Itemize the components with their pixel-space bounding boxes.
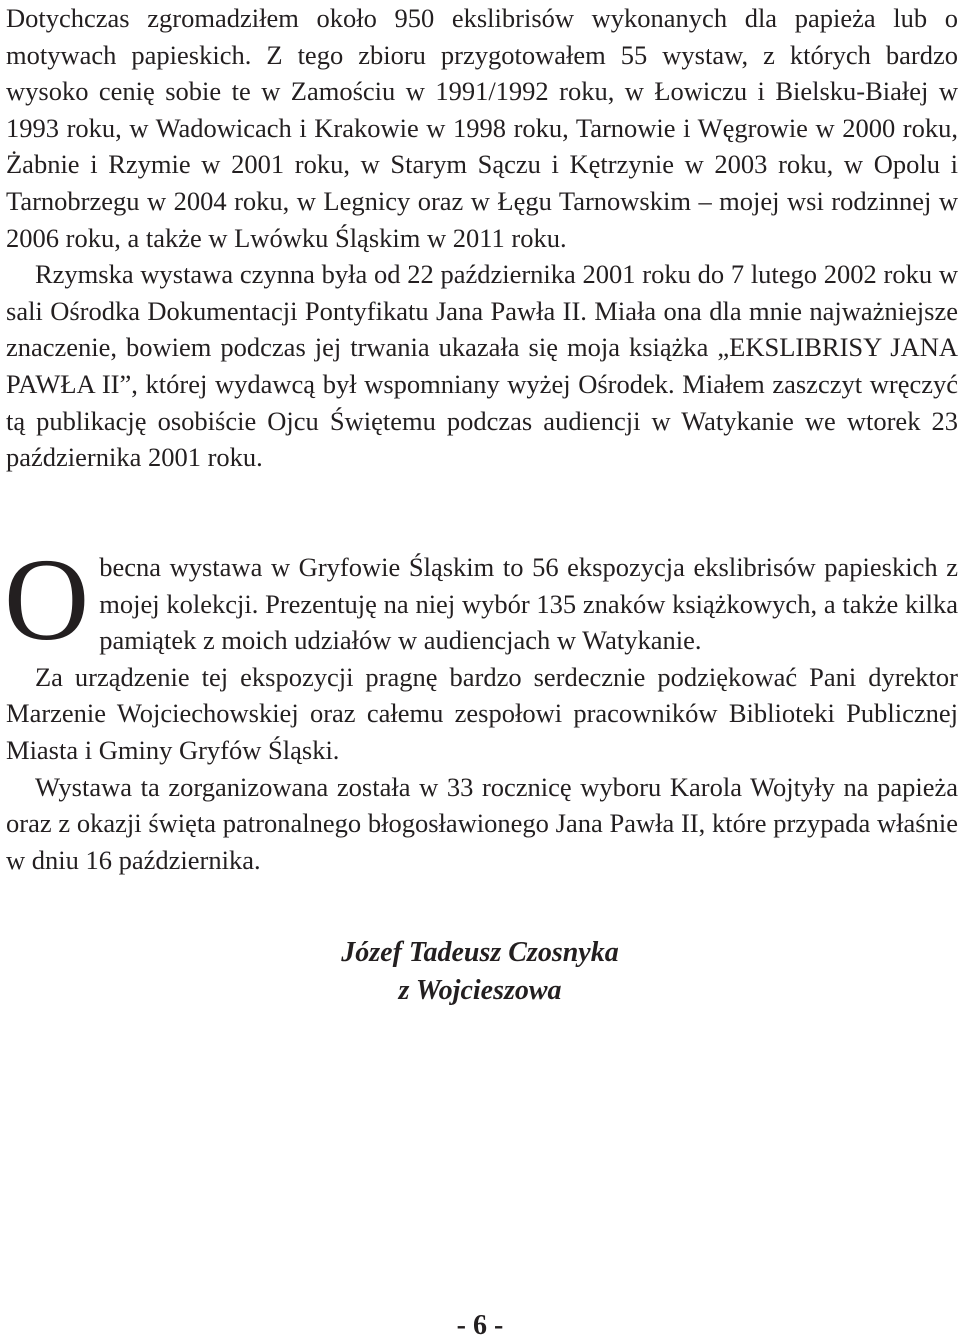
text-block-bottom: [4, 534, 958, 878]
drop-cap-letter: O: [4, 534, 90, 665]
signature-place: z Wojcieszowa: [398, 975, 562, 1006]
text-block-top: [6, 0, 958, 476]
dropcap-paragraph-text: becna wystawa w Gryfowie Śląskim to 56 ekspozycja ekslibrisów papieskich z mojej kolekcji. Prezentuję na niej wybór 135 znaków książkowych, a także kilka pamiątek z moich udziałów w audiencjach w Watykanie.: [99, 552, 958, 656]
paragraph: Rzymska wystawa czynna była od 22 października 2001 roku do 7 lutego 2002 roku w sali Ośrodka Dokumentacji Pontyfikatu Jana Pawła II. Miała ona dla mnie najważniejsze znaczenie, bowiem podczas jej trwania ukazała się moja książka „EKSLIBRISY JANA PAWŁA II”, której wydawcą był wspomniany wyżej Ośrodek. Miałem zaszczyt wręczyć tą publikację osobiście Ojcu Świętemu podczas audiencji w Watykanie we wtorek 23 października 2001 roku.: [6, 259, 958, 473]
page-number: - 6 -: [456, 1310, 504, 1341]
paragraph: Za urządzenie tej ekspozycji pragnę bardzo serdecznie podziękować Pani dyrektor Marzenie Wojciechowskiej oraz całemu zespołowi pracowników Biblioteki Publicznej Miasta i Gminy Gryfów Śląski.: [6, 661, 958, 765]
paragraph: Wystawa ta zorganizowana została w 33 rocznicę wyboru Karola Wojtyły na papieża oraz z okazji święta patronalnego błogosławionego Jana Pawła II, które przypada właśnie w dniu 16 października.: [6, 771, 958, 875]
paragraph: Dotychczas zgromadziłem około 950 ekslibrisów wykonanych dla papieża lub o motywach papieskich. Z tego zbioru przygotowałem 55 wystaw, z których bardzo wysoko cenię sobie te w Zamościu w 1991/1992 roku, w Łowiczu i Bielsku-Białej w 1993 roku, w Wadowicach i Krakowie w 1998 roku, Tarnowie i Węgrowie w 2000 roku, Żabnie i Rzymie w 2001 roku, w Starym Sączu i Kętrzynie w 2003 roku, w Opolu i Tarnobrzegu w 2004 roku, w Legnicy oraz w Łęgu Tarnowskim – mojej wsi rodzinnej w 2006 roku, a także w Lwówku Śląskim w 2011 roku.: [6, 3, 958, 253]
signature-name: Józef Tadeusz Czosnyka: [341, 937, 619, 968]
signature: [0, 934, 960, 1010]
dropcap-paragraph: [4, 534, 958, 665]
